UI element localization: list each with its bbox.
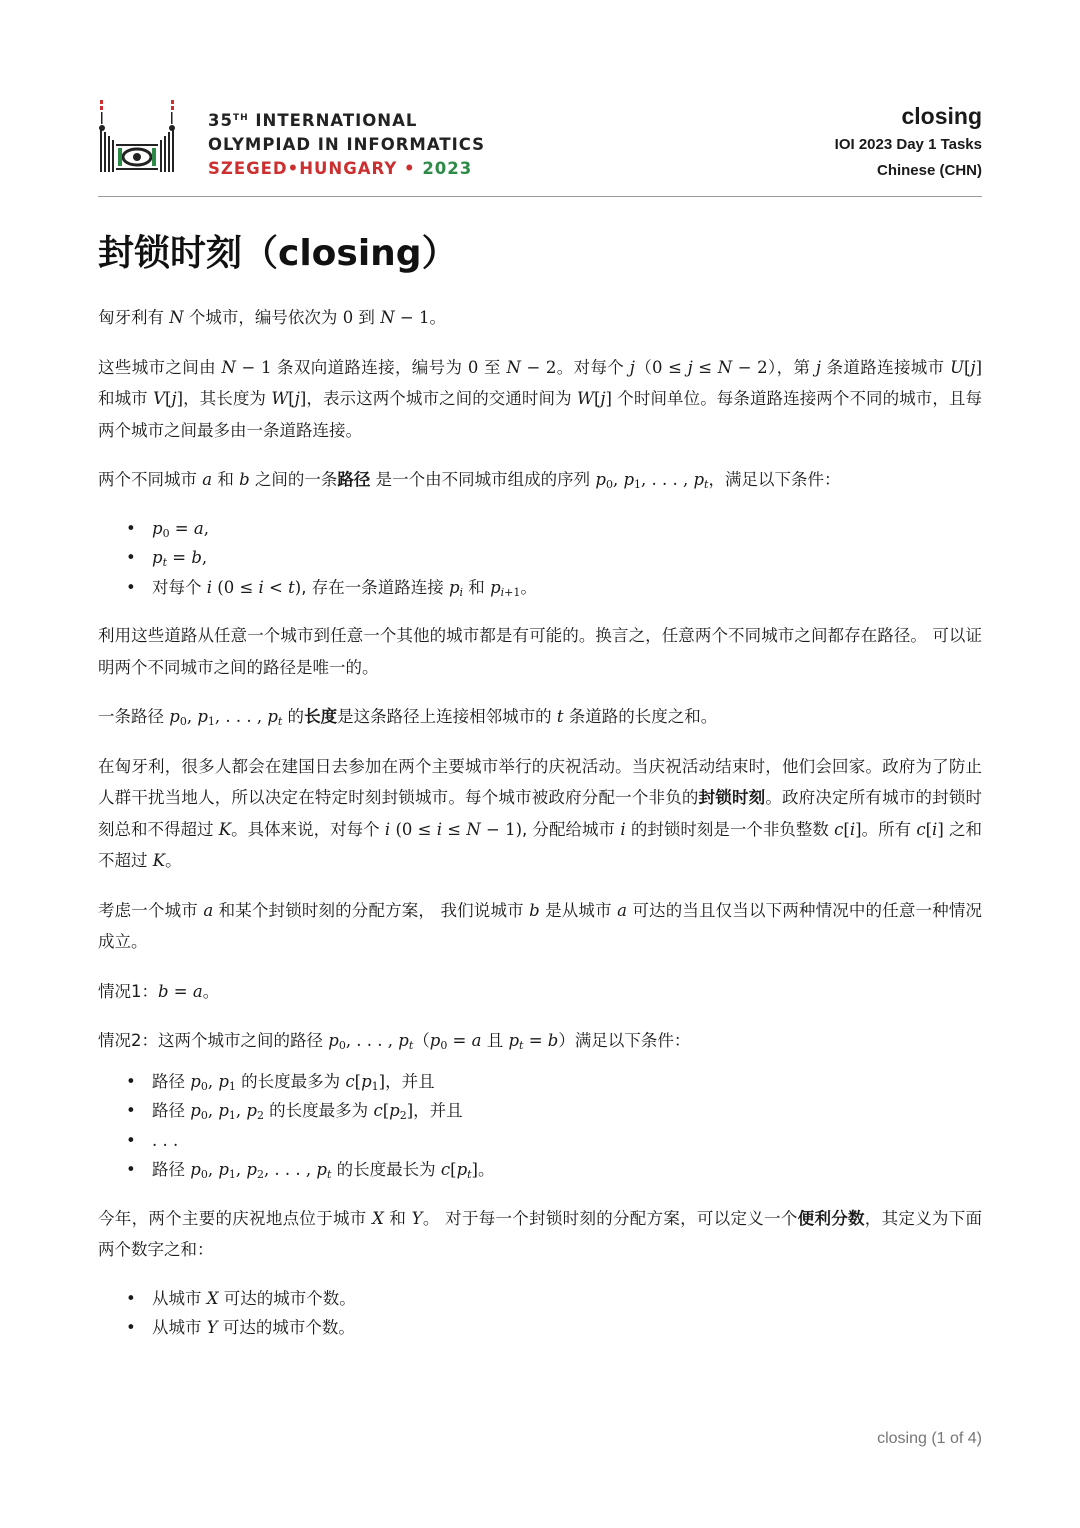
day-label: IOI 2023 Day 1 Tasks (834, 136, 982, 153)
condition-list (98, 1067, 982, 1185)
list-item: • 从城市 Y 可达的城市个数。 (98, 1313, 982, 1343)
olympiad-line2: OLYMPIAD IN INFORMATICS (208, 135, 486, 154)
task-name: closing (901, 103, 982, 129)
paragraph: 今年，两个主要的庆祝地点位于城市 X 和 Y。 对于每一个封锁时刻的分配方案，可以定义一个便利分数，其定义为下面两个数字之和： (98, 1208, 983, 1259)
paragraph: 在匈牙利，很多人都会在建国日去参加在两个主要城市举行的庆祝活动。当庆祝活动结束时，他们会回家。政府为了防止人群干扰当地人，所以决定在特定时刻封锁城市。每个城市被政府分配一个非负的封锁时刻。政府决定所有城市的封锁时刻总和不得超过 K。具体来说，对每个 i (0 ≤ i ≤ N − 1), 分配给城市 i 的封锁时刻是一个非负整数 c[i]。所有 c[i] 之和不超过 K。 (98, 756, 983, 870)
page-title: 封锁时刻（closing） (98, 233, 458, 274)
olympiad-location: SZEGED•HUNGARY • 2023 (208, 159, 473, 178)
olympiad-line1: 35TH INTERNATIONAL (208, 111, 418, 130)
paragraph: 一条路径 $p_0$, $p_1$, . . . , $p_t$ 的长度是这条路径上连接相邻城市的 t 条道路的长度之和。 (98, 707, 718, 728)
page-header (98, 96, 982, 197)
page-footer: closing (1 of 4) (877, 1430, 982, 1447)
language-label: Chinese (CHN) (876, 162, 982, 179)
ioi-logo-icon (98, 98, 176, 176)
paragraph: 这些城市之间由 N − 1 条双向道路连接，编号为 0 至 N − 2。对每个 j（0 ≤ j ≤ N − 2），第 j 条道路连接城市 U[j] 和城市 V[j]，其长度为 W[j]，表示这两个城市之间的交通时间为 W[j] 个时间单位。每条道路连接两个不同的城市，且每两个城市之间最多由一条道路连接。 (98, 357, 983, 440)
list-item: • 路径 $p_0$, $p_1$, $p_2$, . . . , $p_t$ 的长度最长为 $c[p_t]$。 (98, 1155, 982, 1185)
list-item: • . . . (98, 1126, 982, 1156)
list-item: • $p_0 = a$, (98, 514, 982, 544)
problem-statement (98, 302, 982, 1361)
list-item: • 对每个 i (0 ≤ i < t), 存在一条道路连接 $p_i$ 和 $p_{i+1}$。 (98, 573, 982, 603)
condition-list (98, 514, 982, 603)
list-item: • $p_t = b$, (98, 543, 982, 573)
paragraph: 情况2：这两个城市之间的路径 $p_0$, . . . , $p_t(p_0 = a$ 且 $p_t = b$）满足以下条件： (98, 1031, 691, 1052)
location-country: HUNGARY (299, 159, 398, 178)
location-year: 2023 (422, 159, 473, 178)
olympiad-wordmark (208, 106, 485, 181)
location-city: SZEGED (208, 159, 288, 178)
paragraph: 情况1：b = a。 (98, 981, 220, 1001)
paragraph: 利用这些道路从任意一个城市到任意一个其他的城市都是有可能的。换言之，任意两个不同城市之间都存在路径。 可以证明两个不同城市之间的路径是唯一的。 (98, 626, 982, 677)
paragraph: 两个不同城市 a 和 b 之间的一条路径 是一个由不同城市组成的序列 $p_0$, $p_1$, . . . , $p_t$，满足以下条件： (98, 470, 841, 491)
list-item: • 路径 $p_0$, $p_1$ 的长度最多为 $c[p_1]$，并且 (98, 1067, 982, 1097)
paragraph: 考虑一个城市 a 和某个封锁时刻的分配方案， 我们说城市 b 是从城市 a 可达的当且仅当以下两种情况中的任意一种情况成立。 (98, 900, 982, 951)
document-page (98, 0, 982, 1528)
condition-list (98, 1284, 982, 1343)
paragraph: 匈牙利有 N 个城市，编号依次为 0 到 N − 1。 (98, 308, 446, 327)
task-info (835, 100, 982, 184)
list-item: • 路径 $p_0$, $p_1$, $p_2$ 的长度最多为 $c[p_2]$，并且 (98, 1096, 982, 1126)
list-item: • 从城市 X 可达的城市个数。 (98, 1284, 982, 1314)
